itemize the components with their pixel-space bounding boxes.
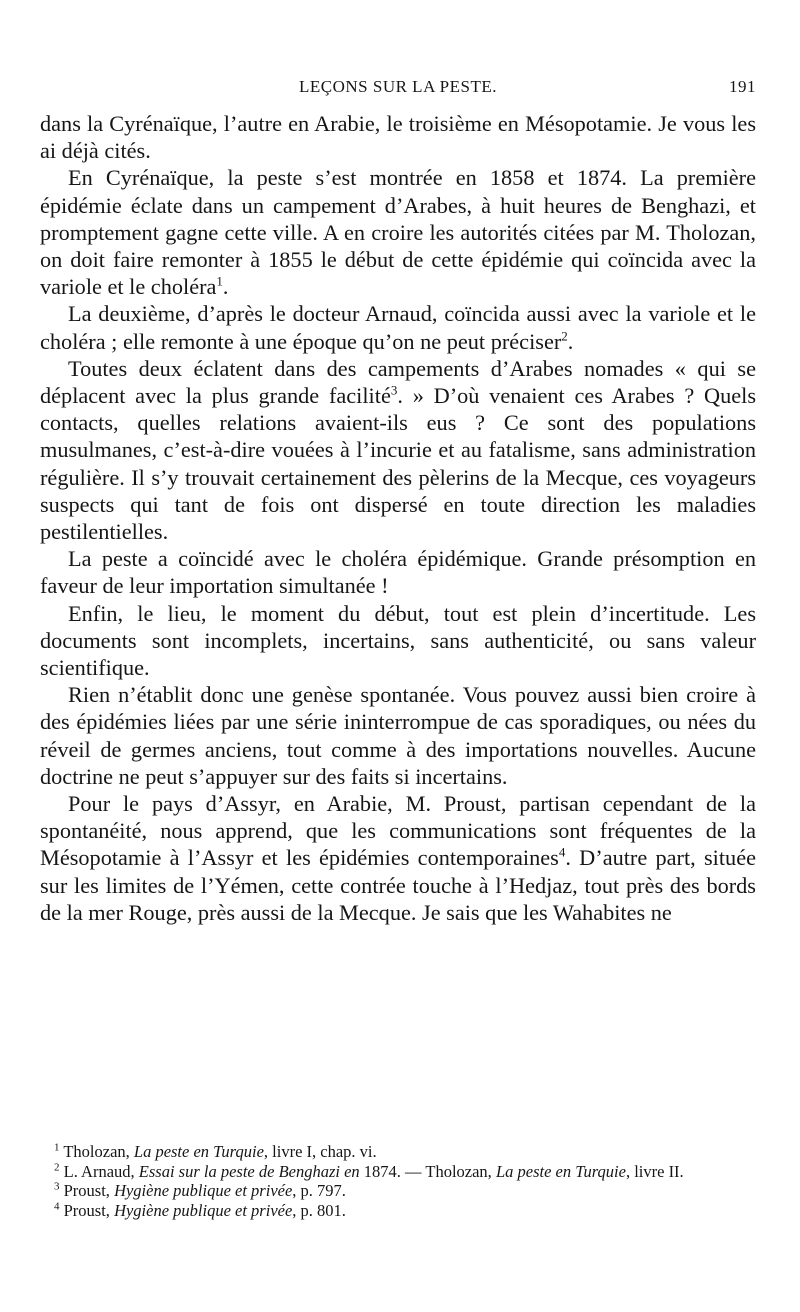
running-title: LEÇONS SUR LA PESTE.: [299, 77, 497, 96]
footnote: $^4$ Proust, Hygiène publique et privée, p. 801.: [54, 1200, 346, 1220]
paragraph: La peste a coïncidé avec le choléra épidémique. Grande présomption en faveur de leur importation simultanée !: [40, 546, 756, 599]
footnote: $^1$ Tholozan, La peste en Turquie, livre I, chap. vi.: [54, 1141, 377, 1161]
footnote-ref: 3: [390, 382, 398, 398]
paragraph: dans la Cyrénaïque, l’autre en Arabie, le troisième en Mésopotamie. Je vous les ai déjà cités.: [40, 111, 756, 164]
footnotes: [40, 1142, 756, 1220]
paragraph: Pour le pays d’Assyr, en Arabie, M. Proust, partisan cependant de la spontanéité, nous apprend, que les communications sont fréquentes de la Mésopotamie à l’Assyr et les épidémies contemporaines$^4$. D’autre part, située sur les limites de l’Yémen, cette contrée touche à l’Hedjaz, tout près des bords de la mer Rouge, près aussi de la Mecque. Je sais que les Wahabites ne: [40, 791, 757, 925]
footnote-ref: 1: [216, 273, 223, 289]
footnote: $^2$ L. Arnaud, Essai sur la peste de Benghazi en 1874. — Tholozan, La peste en Turquie, livre II.: [54, 1161, 684, 1181]
footnote: $^3$ Proust, Hygiène publique et privée, p. 797.: [54, 1180, 346, 1200]
footnote-ref: 4: [558, 845, 566, 861]
page-number: 191: [729, 77, 756, 96]
paragraph: Toutes deux éclatent dans des campements d’Arabes nomades « qui se déplacent avec la plus grande facilité$^3$. » D’où venaient ces Arabes ? Quels contacts, quelles relations avaient-ils eus ? Ce sont des populations musulmanes, c’est-à-dire vouées à l’incurie et au fatalisme, sans administration régulière. Il s’y trouvait certainement des pèlerins de la Mecque, ces voyageurs suspects qui tant de fois ont dispersé en toute direction les maladies pestilentielles.: [40, 355, 757, 545]
running-header: [40, 77, 756, 101]
paragraph: Enfin, le lieu, le moment du début, tout est plein d’incertitude. Les documents sont incomplets, incertains, sans authenticité, ou sans valeur scientifique.: [40, 600, 756, 681]
body-text: [40, 110, 756, 926]
paragraph: La deuxième, d’après le docteur Arnaud, coïncida aussi avec la variole et le choléra ; elle remonte à une époque qu’on ne peut préciser$^2$.: [40, 301, 756, 354]
footnote-ref: 2: [561, 328, 568, 344]
paragraph: Rien n’établit donc une genèse spontanée. Vous pouvez aussi bien croire à des épidémies liées par une série ininterrompue de cas sporadiques, ou nées du réveil de germes anciens, tout comme à des importations nouvelles. Aucune doctrine ne peut s’appuyer sur des faits si incertains.: [40, 682, 756, 789]
paragraph: En Cyrénaïque, la peste s’est montrée en 1858 et 1874. La première épidémie éclate dans un campement d’Arabes, à huit heures de Benghazi, et promptement gagne cette ville. A en croire les autorités citées par M. Tholozan, on doit faire remonter à 1855 le début de cette épidémie qui coïncida avec la variole et le choléra$^1$.: [40, 165, 756, 300]
